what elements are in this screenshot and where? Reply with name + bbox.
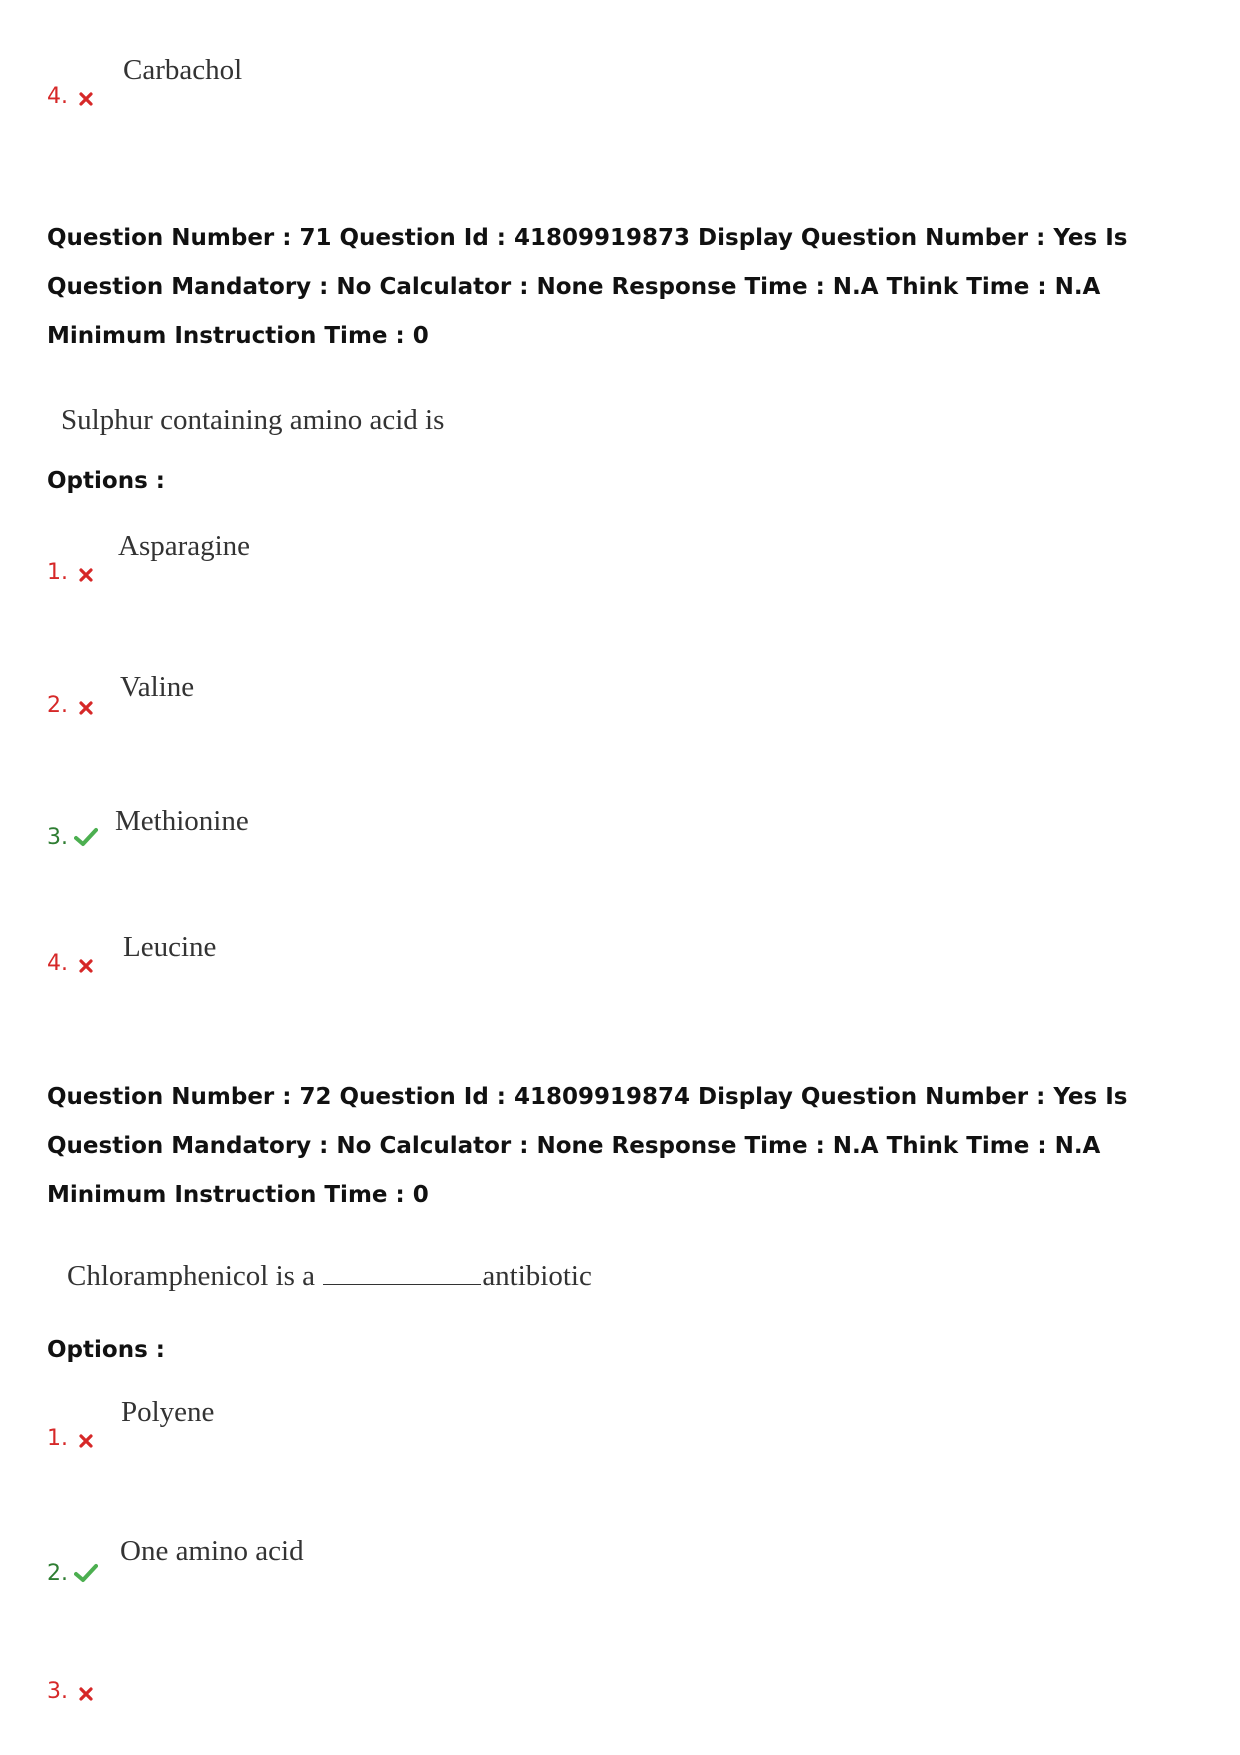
check-icon xyxy=(74,827,98,847)
option-number: 2. xyxy=(47,693,68,718)
option-number: 3. xyxy=(47,1679,68,1704)
cross-icon xyxy=(79,92,93,106)
option-number: 3. xyxy=(47,825,68,850)
question-metadata: Question Number : 71 Question Id : 41809919873 Display Question Number : Yes Is Question Mandatory : No Calculator : None Response Time : N.A Think Time : N.A Minimum Instruction Time : 0 xyxy=(47,225,1128,349)
option-text: Valine xyxy=(120,671,195,703)
question-text-before-blank: Chloramphenicol is a xyxy=(67,1260,316,1292)
option-text: Polyene xyxy=(121,1396,215,1428)
option-number: 4. xyxy=(47,951,68,976)
option-number: 1. xyxy=(47,560,68,585)
options-label: Options : xyxy=(47,468,165,494)
option-number: 1. xyxy=(47,1426,68,1451)
check-icon xyxy=(74,1563,98,1583)
question-text xyxy=(67,1260,592,1293)
option-text: One amino acid xyxy=(120,1535,304,1567)
cross-icon xyxy=(79,701,93,715)
cross-icon xyxy=(79,568,93,582)
option-text: Asparagine xyxy=(118,530,251,562)
fill-in-blank xyxy=(323,1262,481,1285)
question-text: Sulphur containing amino acid is xyxy=(61,404,445,436)
option-text: Carbachol xyxy=(123,54,243,86)
cross-icon xyxy=(79,959,93,973)
option-text: Methionine xyxy=(115,805,249,837)
cross-icon xyxy=(79,1434,93,1448)
options-label: Options : xyxy=(47,1337,165,1363)
question-text-after-blank: antibiotic xyxy=(482,1260,592,1292)
option-number: 2. xyxy=(47,1561,68,1586)
question-metadata: Question Number : 72 Question Id : 41809919874 Display Question Number : Yes Is Question Mandatory : No Calculator : None Response Time : N.A Think Time : N.A Minimum Instruction Time : 0 xyxy=(47,1084,1128,1208)
option-text: Leucine xyxy=(123,931,217,963)
option-number: 4. xyxy=(47,84,68,109)
cross-icon xyxy=(79,1687,93,1701)
